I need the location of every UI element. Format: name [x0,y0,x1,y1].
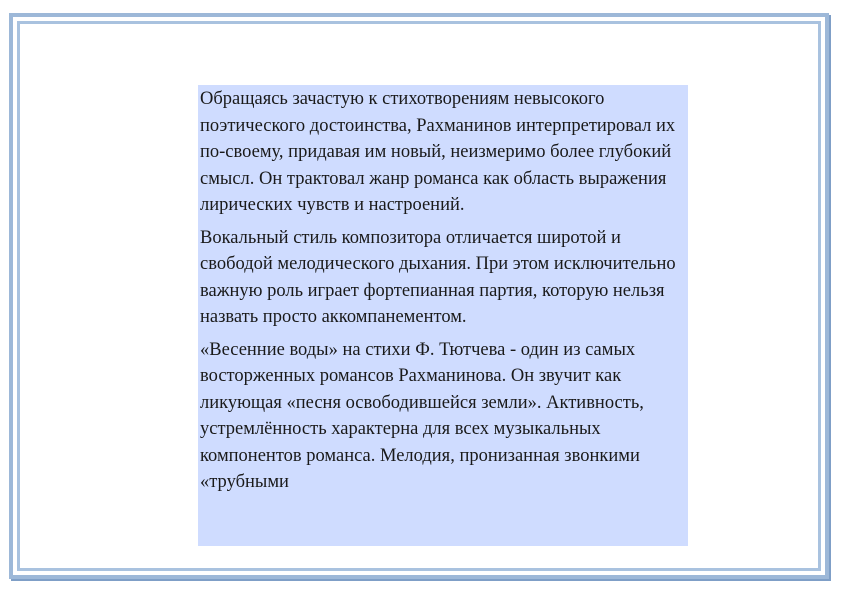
text-box[interactable] [198,85,688,546]
paragraph-1: Обращаясь зачастую к стихотворениям невысокого поэтического достоинства, Рахманинов интерпретировал их по-своему, придавая им новый, неизмеримо более глубокий смысл. Он трактовал жанр романса как область выражения лирических чувств и настроений. [200,89,676,215]
paragraph-3: «Весенние воды» на стихи Ф. Тютчева - один из самых восторженных романсов Рахманинова. Он звучит как ликующая «песня освободившейся земли». Активность, устремлённость характерна для всех музыкальных компонентов романса. Мелодия, пронизанная звонкими «трубными [200,339,644,492]
paragraph-2: Вокальный стиль композитора отличается широтой и свободой мелодического дыхания. При этом исключительно важную роль играет фортепианная партия, которую нельзя назвать просто аккомпанементом. [200,227,676,327]
